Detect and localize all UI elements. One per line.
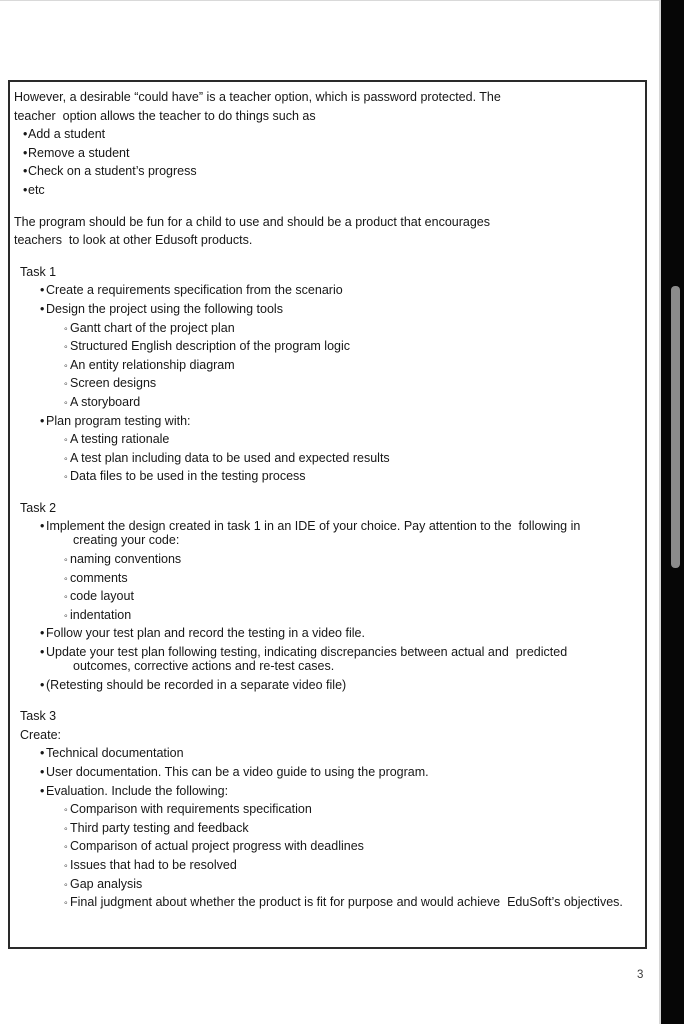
sub-bullet-item xyxy=(10,337,645,356)
bullet-marker: • xyxy=(40,413,45,428)
line-text: Structured English description of the program logic xyxy=(70,339,351,354)
sub-bullet-marker: ◦ xyxy=(64,804,68,817)
bullet-item xyxy=(10,624,645,643)
line-text: Data files to be used in the testing process xyxy=(70,469,306,484)
bullet-item xyxy=(10,300,645,319)
bullet-marker: • xyxy=(40,301,45,316)
line-text: Screen designs xyxy=(70,376,157,391)
bullet-item xyxy=(10,676,645,695)
bullet-marker: • xyxy=(40,626,45,641)
line-text: creating your code: xyxy=(73,533,180,548)
line-text: A storyboard xyxy=(70,394,141,409)
line-text: Create: xyxy=(20,727,61,742)
paragraph-line xyxy=(10,88,645,107)
top-divider xyxy=(0,0,659,1)
sub-bullet-item xyxy=(10,819,645,838)
blank-line xyxy=(10,486,645,499)
blank-line xyxy=(10,200,645,213)
sub-bullet-marker: ◦ xyxy=(64,591,68,604)
bullet-marker: • xyxy=(23,164,28,179)
line-text: Evaluation. Include the following: xyxy=(46,783,229,798)
line-text: code layout xyxy=(70,589,134,604)
bullet-marker: • xyxy=(40,783,45,798)
bullet-item xyxy=(10,125,645,144)
page-number: 3 xyxy=(637,969,644,981)
sub-bullet-item xyxy=(10,875,645,894)
line-text: User documentation. This can be a video guide to using the program. xyxy=(46,765,429,779)
line-text: However, a desirable “could have” is a teacher option, which is password protected. The xyxy=(14,90,501,104)
sub-bullet-item xyxy=(10,606,645,625)
line-text: A testing rationale xyxy=(70,432,170,447)
line-text: (Retesting should be recorded in a separate video file) xyxy=(46,677,347,692)
bullet-item xyxy=(10,763,645,782)
sub-bullet-item xyxy=(10,893,645,912)
sub-bullet-item xyxy=(10,449,645,468)
sub-bullet-marker: ◦ xyxy=(64,471,68,484)
line-text: Check on a student’s progress xyxy=(28,164,197,179)
sub-bullet-item xyxy=(10,569,645,588)
sub-bullet-item xyxy=(10,374,645,393)
sub-bullet-item xyxy=(10,587,645,606)
bullet-item xyxy=(10,412,645,431)
section-header xyxy=(10,707,645,726)
paragraph-line xyxy=(10,107,645,126)
sub-bullet-item xyxy=(10,393,645,412)
sub-bullet-marker: ◦ xyxy=(64,452,68,465)
sub-bullet-item xyxy=(10,800,645,819)
sub-bullet-marker: ◦ xyxy=(64,341,68,354)
sub-bullet-marker: ◦ xyxy=(64,359,68,372)
document-page-frame xyxy=(8,80,647,949)
bullet-item xyxy=(10,144,645,163)
bullet-marker: • xyxy=(23,145,28,160)
sub-bullet-marker: ◦ xyxy=(64,609,68,622)
paragraph-line xyxy=(10,231,645,250)
blank-line xyxy=(10,694,645,707)
line-text: naming conventions xyxy=(70,552,182,567)
sub-bullet-item xyxy=(10,837,645,856)
sub-bullet-item xyxy=(10,356,645,375)
line-text: etc xyxy=(28,182,45,197)
wrapped-line xyxy=(10,657,645,676)
line-text: Comparison of actual project progress with deadlines xyxy=(70,839,364,854)
wrapped-line xyxy=(10,531,645,550)
scrollbar-thumb[interactable] xyxy=(671,286,680,568)
sub-bullet-marker: ◦ xyxy=(64,434,68,447)
line-text: teacher option allows the teacher to do things such as xyxy=(14,108,316,123)
line-text: Gap analysis xyxy=(70,876,143,891)
sub-bullet-item xyxy=(10,319,645,338)
line-text: Remove a student xyxy=(28,145,130,160)
sub-bullet-marker: ◦ xyxy=(64,554,68,567)
section-header xyxy=(10,499,645,518)
line-text: Task 1 xyxy=(20,264,57,279)
line-text: Task 2 xyxy=(20,500,57,515)
sub-bullet-marker: ◦ xyxy=(64,897,68,910)
line-text: Plan program testing with: xyxy=(46,413,191,428)
paragraph-line xyxy=(10,213,645,232)
section-header xyxy=(10,726,645,745)
sub-bullet-marker: ◦ xyxy=(64,378,68,391)
line-text: Create a requirements specification from the scenario xyxy=(46,283,343,298)
sub-bullet-item xyxy=(10,430,645,449)
line-text: teachers to look at other Edusoft products. xyxy=(14,233,253,248)
bullet-marker: • xyxy=(40,677,45,692)
sub-bullet-item xyxy=(10,856,645,875)
sub-bullet-marker: ◦ xyxy=(64,878,68,891)
line-text: Final judgment about whether the product is fit for purpose and would achieve EduSoft’s objectives. xyxy=(70,895,623,910)
line-text: Task 3 xyxy=(20,709,57,724)
line-text: Follow your test plan and record the testing in a video file. xyxy=(46,626,365,641)
line-text: Update your test plan following testing, indicating discrepancies between actual and predicted xyxy=(46,645,568,660)
line-text: Third party testing and feedback xyxy=(70,820,249,835)
sub-bullet-marker: ◦ xyxy=(64,396,68,409)
line-text: Technical documentation xyxy=(46,746,184,761)
bullet-item xyxy=(10,181,645,200)
section-header xyxy=(10,263,645,282)
bullet-marker: • xyxy=(40,645,45,660)
sub-bullet-marker: ◦ xyxy=(64,322,68,335)
sub-bullet-item xyxy=(10,467,645,486)
bullet-item xyxy=(10,782,645,801)
sub-bullet-marker: ◦ xyxy=(64,859,68,872)
blank-line xyxy=(10,250,645,263)
bullet-marker: • xyxy=(23,127,28,142)
line-text: outcomes, corrective actions and re-test cases. xyxy=(73,659,335,674)
line-text: Add a student xyxy=(28,127,106,142)
line-text: Design the project using the following tools xyxy=(46,301,283,316)
sub-bullet-marker: ◦ xyxy=(64,572,68,585)
bullet-marker: • xyxy=(23,182,28,197)
sub-bullet-item xyxy=(10,550,645,569)
scrollbar-track[interactable] xyxy=(659,0,684,1024)
sub-bullet-marker: ◦ xyxy=(64,822,68,835)
line-text: An entity relationship diagram xyxy=(70,357,235,372)
bullet-item xyxy=(10,281,645,300)
bullet-marker: • xyxy=(40,519,45,534)
line-text: Comparison with requirements specification xyxy=(70,802,312,817)
line-text: The program should be fun for a child to use and should be a product that encourages xyxy=(14,214,491,229)
line-text: indentation xyxy=(70,607,132,622)
bullet-item xyxy=(10,744,645,763)
bullet-marker: • xyxy=(40,765,45,779)
sub-bullet-marker: ◦ xyxy=(64,841,68,854)
bullet-marker: • xyxy=(40,283,45,298)
line-text: Issues that had to be resolved xyxy=(70,857,237,872)
line-text: A test plan including data to be used and expected results xyxy=(70,450,390,465)
bullet-marker: • xyxy=(40,746,45,761)
line-text: Implement the design created in task 1 in an IDE of your choice. Pay attention to the following in xyxy=(46,519,581,534)
line-text: Gantt chart of the project plan xyxy=(70,320,235,335)
bullet-item xyxy=(10,162,645,181)
line-text: comments xyxy=(70,570,128,585)
